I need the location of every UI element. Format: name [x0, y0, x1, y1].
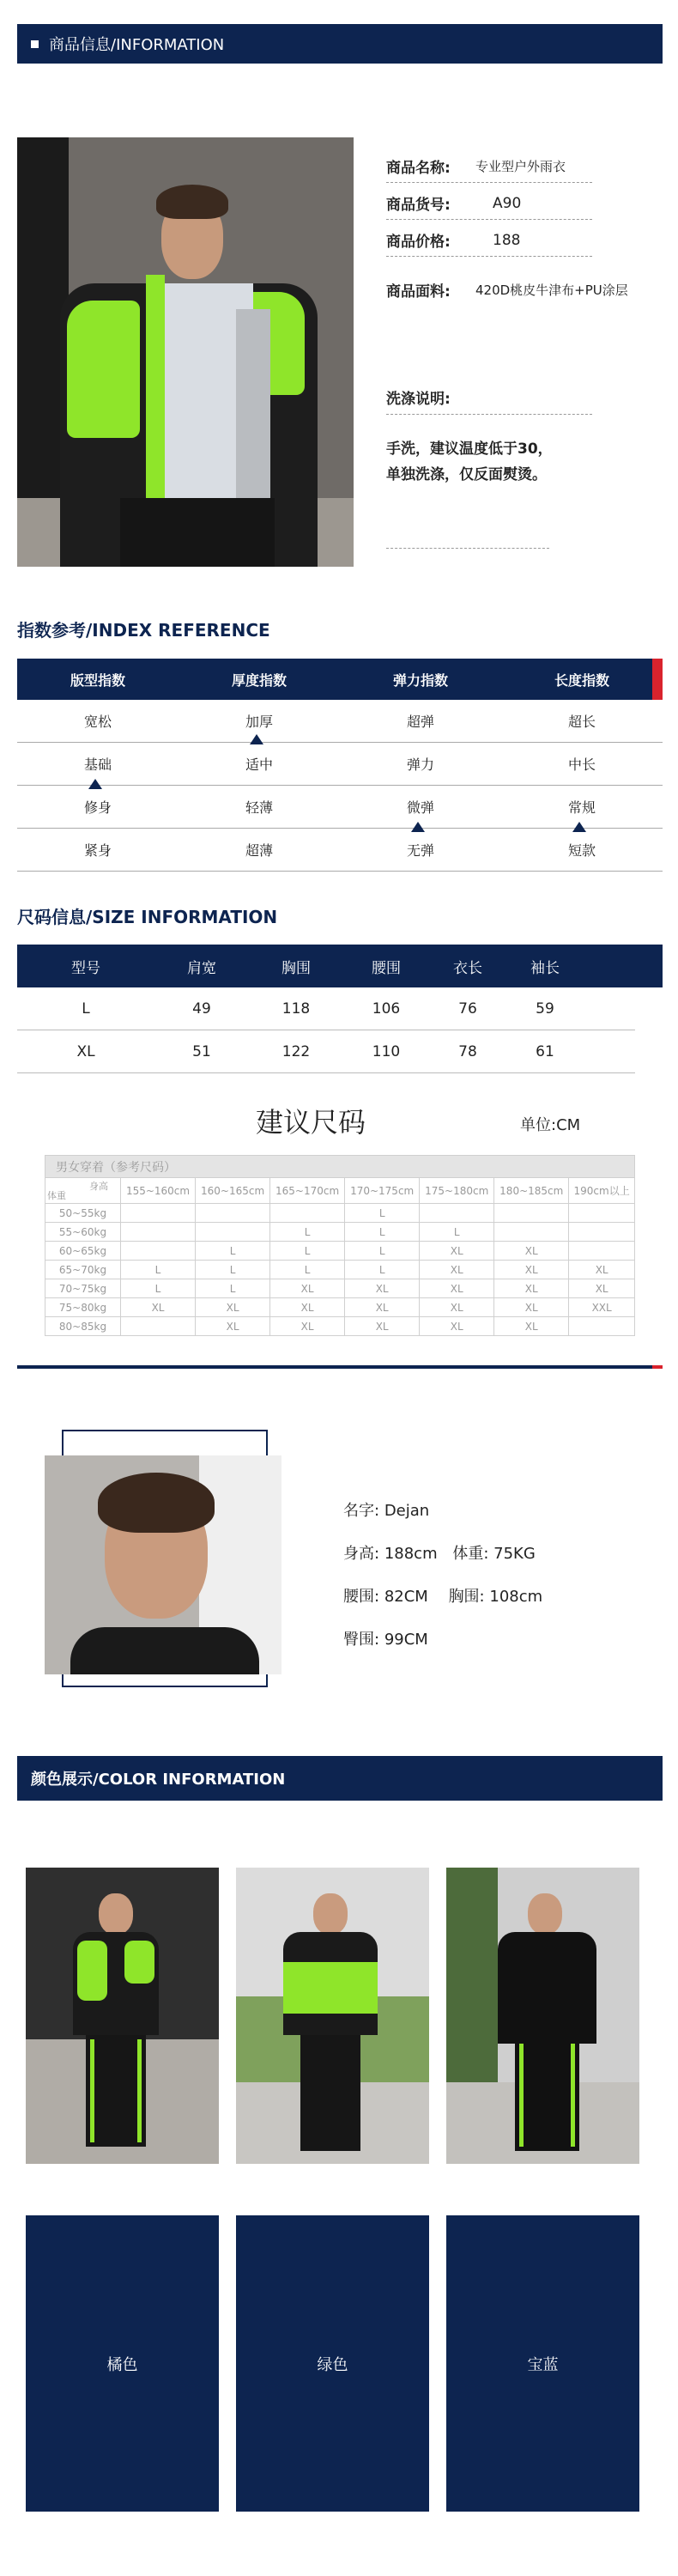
index-cell: 宽松 [83, 714, 112, 730]
size-cell: 51 [192, 1042, 211, 1060]
index-cell: 弹力 [406, 756, 434, 773]
grid-cell: L [196, 1261, 270, 1279]
model-name-line [343, 1498, 429, 1521]
index-cell: 微弹 [406, 799, 434, 816]
recommend-title: 建议尺码 [256, 1106, 366, 1139]
weight-label: 60~65kg [45, 1242, 121, 1261]
grid-cell: L [345, 1242, 420, 1261]
grid-cell: L [270, 1261, 345, 1279]
index-header: 版型指数 [70, 671, 125, 689]
size-cell: 76 [458, 999, 477, 1018]
weight-label: 70~75kg [45, 1279, 121, 1298]
size-cell: 61 [536, 1042, 554, 1060]
grid-cell [121, 1223, 196, 1242]
index-row [17, 700, 663, 743]
color-photo-1 [26, 1868, 219, 2164]
info-label: 商品价格: [386, 234, 451, 251]
grid-cell: L [420, 1223, 494, 1242]
square-icon [31, 40, 39, 48]
swatch-label: 绿色 [317, 2355, 348, 2374]
swatch-label: 宝蓝 [527, 2355, 559, 2374]
grid-cell: XL [420, 1317, 494, 1336]
divider [386, 548, 549, 549]
model-value: 82CM [384, 1588, 428, 1606]
model-waist-line [343, 1584, 542, 1607]
model-value: 108cm [489, 1588, 543, 1606]
grid-cell: XL [345, 1317, 420, 1336]
grid-cell: L [196, 1242, 270, 1261]
size-row [17, 987, 635, 1030]
height-header: 155~160cm [121, 1178, 196, 1204]
grid-cell: L [345, 1204, 420, 1223]
grid-cell [494, 1223, 569, 1242]
height-header: 180~185cm [494, 1178, 569, 1204]
grid-cell: XL [494, 1261, 569, 1279]
recommend-unit: 单位:CM [520, 1116, 581, 1134]
size-table-header [17, 945, 663, 987]
info-label: 商品货号: [386, 197, 451, 214]
model-value: 75KG [493, 1545, 536, 1563]
color-info-header [17, 1756, 663, 1801]
index-table-header [17, 659, 663, 700]
selected-marker-icon [411, 822, 425, 832]
grid-cell: XL [494, 1317, 569, 1336]
weight-label: 75~80kg [45, 1298, 121, 1317]
grid-cell: L [345, 1223, 420, 1242]
index-cell: 适中 [245, 756, 273, 773]
grid-cell: XL [121, 1298, 196, 1317]
grid-cell [270, 1204, 345, 1223]
grid-cell: L [121, 1261, 196, 1279]
product-photo [17, 137, 354, 567]
height-header: 175~180cm [420, 1178, 494, 1204]
model-height-line [343, 1541, 536, 1564]
divider-accent [652, 1365, 663, 1369]
info-row-fabric [386, 273, 644, 306]
info-row-price [386, 224, 592, 257]
grid-cell: XL [196, 1298, 270, 1317]
grid-cell [494, 1204, 569, 1223]
info-value: A90 [493, 194, 522, 212]
index-cell: 轻薄 [245, 799, 273, 816]
index-cell: 紧身 [83, 842, 112, 859]
selected-marker-icon [250, 734, 263, 744]
wash-label: 洗涤说明: [386, 391, 451, 408]
model-value: Dejan [384, 1502, 430, 1520]
size-header: 衣长 [453, 959, 482, 977]
info-row-name [386, 150, 592, 183]
selected-marker-icon [572, 822, 586, 832]
color-photo-2 [236, 1868, 429, 2164]
size-cell: 118 [281, 999, 311, 1018]
grid-cell [569, 1204, 635, 1223]
index-header: 长度指数 [554, 671, 609, 689]
grid-cell: L [345, 1261, 420, 1279]
wash-text-1: 手洗，建议温度低于30， [386, 440, 553, 458]
weight-label: 80~85kg [45, 1317, 121, 1336]
grid-cell: XL [569, 1279, 635, 1298]
grid-cell: XL [420, 1298, 494, 1317]
index-cell: 基础 [83, 756, 112, 773]
index-cell: 超薄 [245, 842, 273, 859]
color-swatch-2[interactable] [236, 2215, 429, 2512]
section-title: 商品信息/INFORMATION [49, 36, 225, 54]
model-hip-line [343, 1627, 428, 1649]
index-cell: 修身 [83, 799, 112, 816]
size-cell: 78 [458, 1042, 477, 1060]
grid-cell: XL [420, 1279, 494, 1298]
corner-weight: 体重 [47, 1190, 66, 1201]
index-cell: 超长 [567, 714, 596, 730]
divider [386, 414, 592, 415]
index-row [17, 743, 663, 786]
index-cell: 加厚 [245, 714, 273, 730]
weight-label: 65~70kg [45, 1261, 121, 1279]
weight-label: 55~60kg [45, 1223, 121, 1242]
grid-cell [420, 1204, 494, 1223]
info-label: 商品名称: [386, 160, 451, 177]
model-photo [45, 1455, 281, 1674]
height-header: 165~170cm [270, 1178, 345, 1204]
info-value: 188 [493, 231, 521, 249]
index-row [17, 786, 663, 829]
color-swatch-3[interactable] [446, 2215, 639, 2512]
info-label: 商品面料: [386, 283, 451, 301]
product-info-header [17, 24, 663, 64]
model-label: 腰围: [343, 1588, 380, 1606]
grid-corner [45, 1178, 121, 1204]
index-cell: 超弹 [406, 714, 434, 730]
model-value: 99CM [384, 1631, 428, 1649]
grid-cell [121, 1317, 196, 1336]
wash-text-2: 单独洗涤，仅反面熨烫。 [386, 466, 547, 483]
index-header: 弹力指数 [392, 671, 448, 689]
size-cell: 122 [281, 1042, 311, 1060]
model-label: 名字: [343, 1502, 380, 1520]
index-header: 厚度指数 [231, 671, 287, 689]
grid-cell: XL [494, 1298, 569, 1317]
size-cell: 106 [372, 999, 401, 1018]
index-cell: 短款 [567, 842, 596, 859]
weight-label: 50~55kg [45, 1204, 121, 1223]
model-label: 身高: [343, 1545, 380, 1563]
grid-cell [121, 1204, 196, 1223]
height-header: 160~165cm [196, 1178, 270, 1204]
size-header: 胸围 [281, 959, 311, 977]
info-row-sku [386, 187, 592, 220]
grid-cell: XL [270, 1317, 345, 1336]
color-photo-3 [446, 1868, 639, 2164]
size-cell: XL [76, 1042, 95, 1060]
grid-cell [121, 1242, 196, 1261]
size-cell: 110 [372, 1042, 401, 1060]
recommend-grid [45, 1155, 635, 1336]
divider [17, 1365, 663, 1369]
grid-cell [196, 1223, 270, 1242]
grid-cell: XL [494, 1242, 569, 1261]
size-cell: 49 [192, 999, 211, 1018]
size-cell: L [82, 999, 90, 1018]
grid-cell [196, 1204, 270, 1223]
grid-cell [569, 1242, 635, 1261]
height-header: 190cm以上 [569, 1178, 635, 1204]
model-label: 臀围: [343, 1631, 380, 1649]
grid-cell [569, 1223, 635, 1242]
grid-cell: XL [345, 1279, 420, 1298]
header-accent [652, 659, 663, 700]
header-accent [663, 24, 669, 64]
size-header: 腰围 [372, 959, 401, 977]
color-swatch-1[interactable] [26, 2215, 219, 2512]
size-header: 肩宽 [187, 959, 216, 977]
index-section-title: 指数参考/INDEX REFERENCE [17, 620, 270, 641]
size-header: 型号 [71, 959, 100, 977]
model-label: 胸围: [448, 1588, 485, 1606]
grid-cell: L [196, 1279, 270, 1298]
grid-cell: XL [494, 1279, 569, 1298]
grid-cell: XL [270, 1298, 345, 1317]
selected-marker-icon [88, 779, 102, 789]
index-row [17, 829, 663, 872]
grid-cell: XL [420, 1242, 494, 1261]
size-row [17, 1030, 635, 1073]
grid-cell: XXL [569, 1298, 635, 1317]
size-header: 袖长 [530, 959, 560, 977]
grid-cell: L [270, 1223, 345, 1242]
grid-cell [569, 1317, 635, 1336]
index-cell: 无弹 [406, 842, 434, 859]
size-cell: 59 [536, 999, 554, 1018]
grid-cell: XL [569, 1261, 635, 1279]
model-value: 188cm [384, 1545, 438, 1563]
section-title: 颜色展示/COLOR INFORMATION [31, 1771, 286, 1789]
model-label: 体重: [452, 1545, 489, 1563]
corner-height: 身高 [89, 1181, 108, 1192]
grid-cell: XL [196, 1317, 270, 1336]
grid-cell: XL [345, 1298, 420, 1317]
info-value: 专业型户外雨衣 [475, 159, 566, 174]
index-cell: 常规 [567, 799, 596, 816]
grid-cell: L [270, 1242, 345, 1261]
height-header: 170~175cm [345, 1178, 420, 1204]
swatch-label: 橘色 [106, 2355, 138, 2374]
info-value: 420D桃皮牛津布+PU涂层 [475, 282, 628, 298]
grid-cell: XL [270, 1279, 345, 1298]
index-cell: 中长 [567, 756, 596, 773]
grid-cell: XL [420, 1261, 494, 1279]
recommend-caption: 男女穿着（参考尺码） [45, 1156, 635, 1178]
size-section-title: 尺码信息/SIZE INFORMATION [17, 907, 278, 927]
grid-cell: L [121, 1279, 196, 1298]
